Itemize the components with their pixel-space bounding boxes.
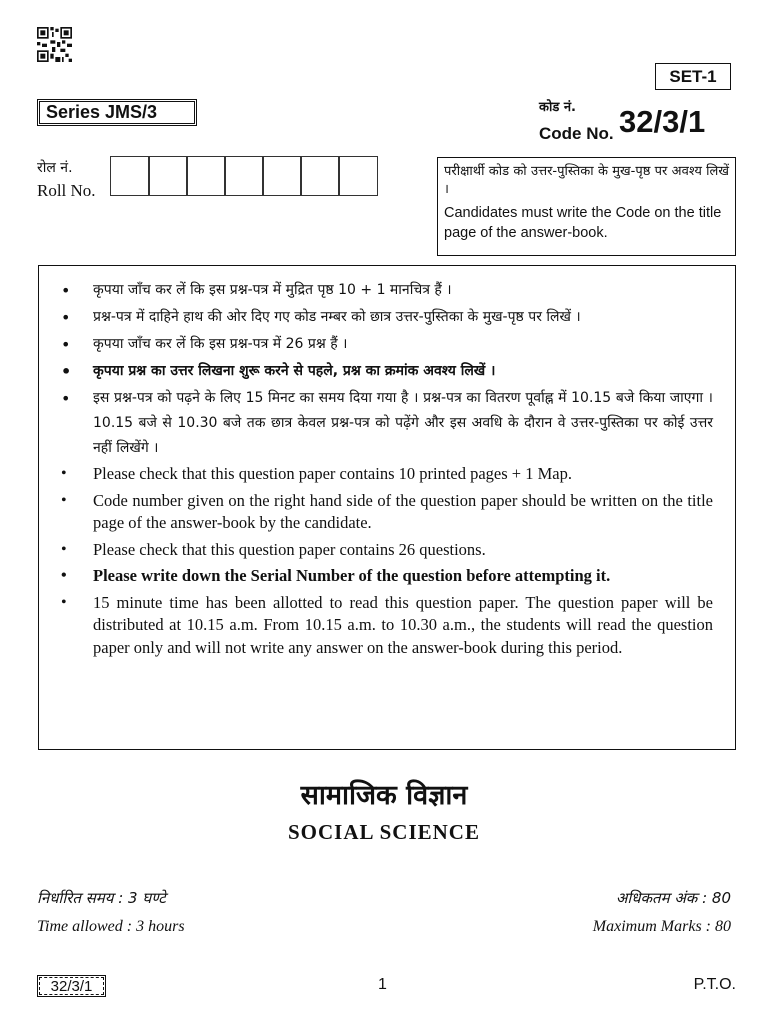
roll-digit-cell[interactable] <box>224 156 264 196</box>
subject-title-hindi: सामाजिक विज्ञान <box>300 780 468 811</box>
roll-digit-cell[interactable] <box>262 156 302 196</box>
code-label-hindi: कोड नं. <box>539 100 576 115</box>
subject-title-english: SOCIAL SCIENCE <box>288 820 480 844</box>
maximum-marks-english: Maximum Marks : 80 <box>592 918 731 935</box>
code-label-english: Code No. <box>539 124 614 143</box>
series-box <box>37 99 197 126</box>
qr-code-icon <box>37 27 72 62</box>
instruction-hi-3: • कृपया जाँच कर लें कि इस प्रश्न-पत्र में 26 प्रश्न हैं । <box>59 332 713 357</box>
please-turn-over: P.T.O. <box>693 976 736 993</box>
roll-digit-cell[interactable] <box>338 156 378 196</box>
notice-hindi: परीक्षार्थी कोड को उत्तर-पुस्तिका के मुख-पृष्ठ पर अवश्य लिखें । <box>444 164 729 197</box>
roll-digit-cell[interactable] <box>300 156 340 196</box>
roll-label-english: Roll No. <box>37 181 96 200</box>
code-number: 32/3/1 <box>619 104 706 139</box>
notice-english: Candidates must write the Code on the title page of the answer-book. <box>444 205 722 241</box>
instruction-en-2: • Code number given on the right hand side of the question paper should be written on the title page of the answer-book by the candidate. <box>59 490 713 535</box>
roll-digit-cell[interactable] <box>148 156 188 196</box>
time-allowed-english: Time allowed : 3 hours <box>37 918 185 935</box>
roll-digit-cell[interactable] <box>110 156 150 196</box>
footer-code: 32/3/1 <box>39 977 104 995</box>
instructions-box <box>38 265 736 750</box>
instruction-hi-5: • इस प्रश्न-पत्र को पढ़ने के लिए 15 मिनट का समय दिया गया है । प्रश्न-पत्र का वितरण पूर्वाह्न में 10.15 बजे किया जाएगा । 10.15 बजे से 10.30 बजे तक छात्र केवल प्रश्न-पत्र को पढ़ेंगे और इस अवधि के दौरान वे उत्तर-पुस्तिका पर कोई उत्तर नहीं लिखेंगे । <box>59 386 713 461</box>
instruction-hi-1: • कृपया जाँच कर लें कि इस प्रश्न-पत्र में मुद्रित पृष्ठ 10 + 1 मानचित्र हैं । <box>59 278 713 303</box>
series-label: Series JMS/3 <box>39 101 195 124</box>
set-label: SET-1 <box>655 63 731 90</box>
instruction-en-1: • Please check that this question paper contains 10 printed pages + 1 Map. <box>59 463 713 486</box>
instruction-en-5: • 15 minute time has been allotted to read this question paper. The question paper will be distributed at 10.15 a.m. From 10.15 a.m. to 10.30 a.m., the students will read the question paper only and will not write any answer on the answer-book during this period. <box>59 592 713 660</box>
roll-number-boxes <box>110 156 378 196</box>
page-number: 1 <box>378 976 387 993</box>
instruction-en-4: • Please write down the Serial Number of the question before attempting it. <box>59 565 713 588</box>
instruction-hi-4: • कृपया प्रश्न का उत्तर लिखना शुरू करने से पहले, प्रश्न का क्रमांक अवश्य लिखें । <box>59 359 713 384</box>
roll-digit-cell[interactable] <box>186 156 226 196</box>
instruction-hi-2: • प्रश्न-पत्र में दाहिने हाथ की ओर दिए गए कोड नम्बर को छात्र उत्तर-पुस्तिका के मुख-पृष्ठ पर लिखें । <box>59 305 713 330</box>
instruction-en-3: • Please check that this question paper contains 26 questions. <box>59 539 713 562</box>
maximum-marks-hindi: अधिकतम अंक : 80 <box>615 889 731 907</box>
code-notice-box <box>437 157 736 256</box>
footer-code-box <box>37 975 106 997</box>
time-allowed-hindi: निर्धारित समय : 3 घण्टे <box>37 889 166 907</box>
roll-label-hindi: रोल नं. <box>37 160 73 176</box>
